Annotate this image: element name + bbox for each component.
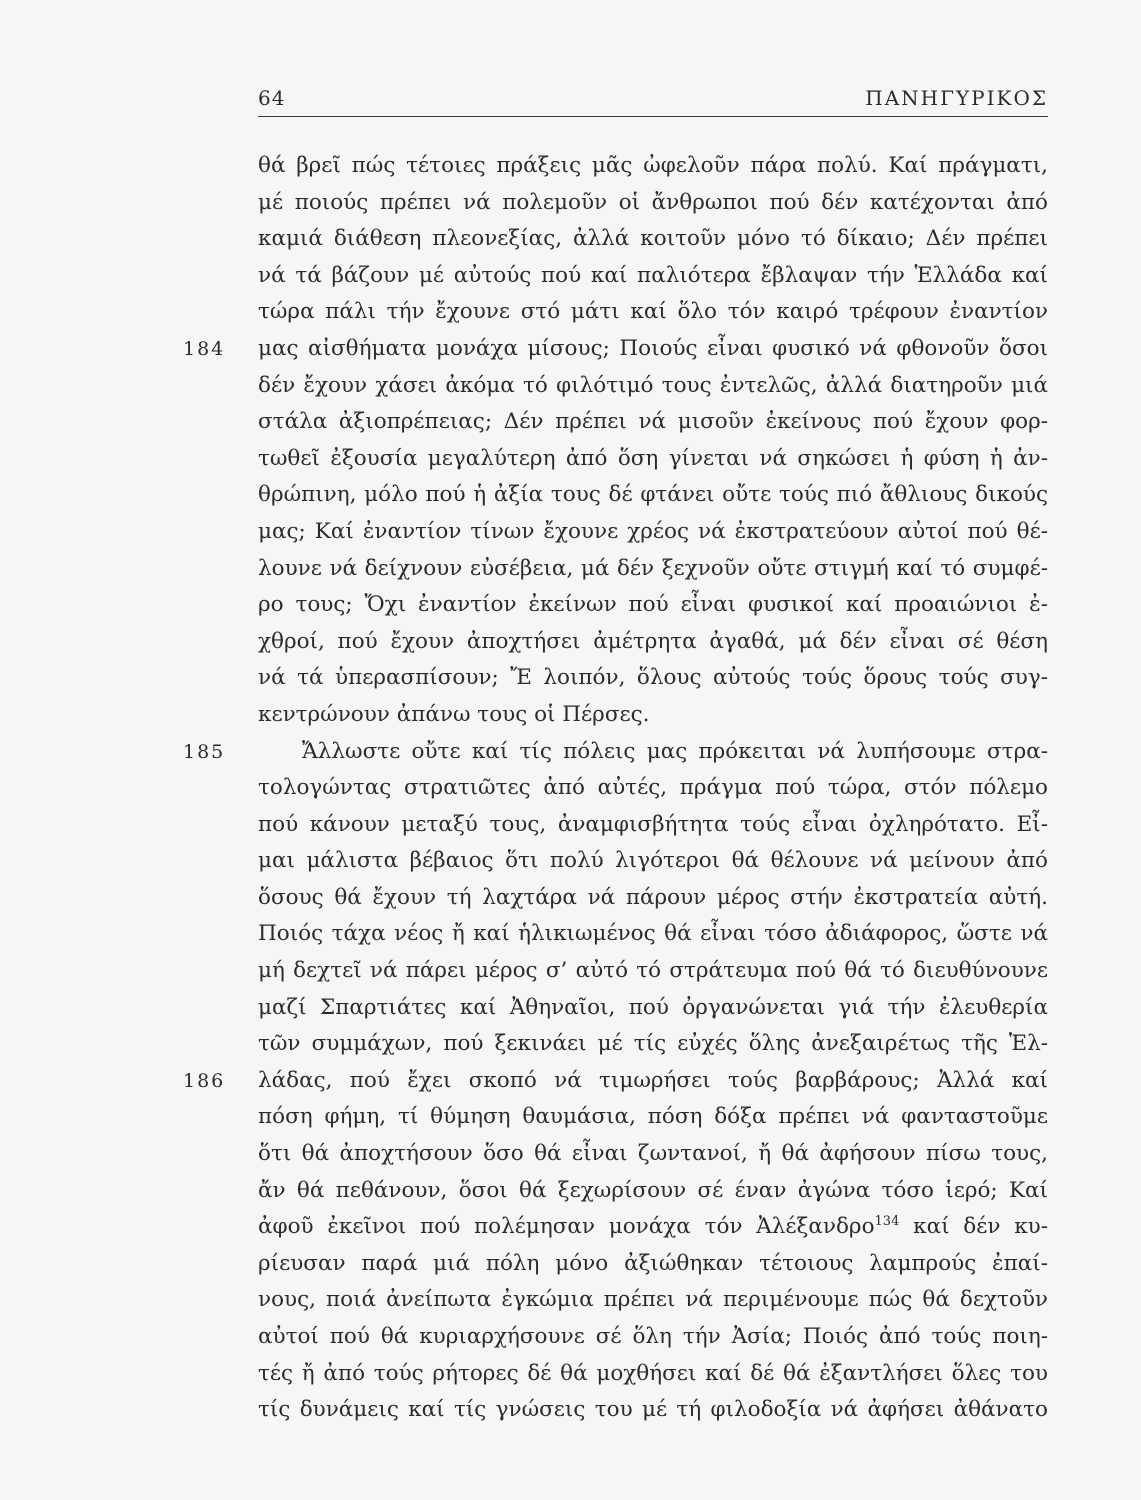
text-line xyxy=(258,441,1048,478)
line-text: στάλα ἀξιοπρέπειας; Δέν πρέπει νά μισοῦν ἐκείνους πού ἔχουν φορ- xyxy=(258,409,1048,435)
header-rule xyxy=(258,116,1048,117)
line-text: θρώπινη, μόλο πού ἡ ἀξία τους δέ φτάνει οὔτε τούς πιό ἄθλιους δικούς xyxy=(258,482,1048,508)
text-line xyxy=(258,880,1048,917)
text-line xyxy=(258,624,1048,661)
text-line xyxy=(258,1319,1048,1356)
text-line xyxy=(258,368,1048,405)
line-text: τωθεῖ ἐξουσία μεγαλύτερη ἀπό ὅση γίνεται νά σηκώσει ἡ φύση ἡ ἀν- xyxy=(258,445,1048,471)
text-line xyxy=(258,807,1048,844)
line-text: τώρα πάλι τήν ἔχουνε στό μάτι καί ὅλο τόν καιρό τρέφουν ἐναντίον xyxy=(258,299,1048,325)
line-text: λάδας, πού ἔχει σκοπό νά τιμωρήσει τούς βαρβάρους; Ἀλλά καί xyxy=(258,1067,1048,1093)
text-line xyxy=(258,843,1048,880)
text-line xyxy=(258,294,1048,331)
text-line xyxy=(183,734,1048,771)
line-text: μαζί Σπαρτιάτες καί Ἀθηναῖοι, πού ὀργανώνεται γιά τήν ἐλευθερία xyxy=(258,994,1048,1020)
text-line xyxy=(258,551,1048,588)
text-line xyxy=(258,404,1048,441)
line-text: νά τά ὑπερασπίσουν; Ἔ λοιπόν, ὅλους αὐτούς τούς ὅρους τούς συγ- xyxy=(258,665,1048,691)
text-line xyxy=(258,697,1048,734)
text-line xyxy=(258,1173,1048,1210)
line-text: χθροί, πού ἔχουν ἀποχτήσει ἀμέτρητα ἀγαθά, μά δέν εἶναι σέ θέση xyxy=(258,628,1048,654)
running-title: ΠΑΝΗΓΥΡΙΚΟΣ xyxy=(865,86,1048,110)
line-text: λουνε νά δείχνουν εὐσέβεια, μά δέν ξεχνοῦν οὔτε στιγμή καί τό συμφέ- xyxy=(258,555,1048,581)
line-text: νους, ποιά ἀνείπωτα ἐγκώμια πρέπει νά περιμένουμε πώς θά δεχτοῦν xyxy=(258,1287,1048,1313)
line-text: μαι μάλιστα βέβαιος ὅτι πολύ λιγότεροι θά θέλουνε νά μείνουν ἀπό xyxy=(258,848,1048,874)
line-text: μέ ποιούς πρέπει νά πολεμοῦν οἱ ἄνθρωποι πού δέν κατέχονται ἀπό xyxy=(258,189,1048,215)
page-header xyxy=(258,86,1048,116)
line-text: μας; Καί ἐναντίον τίνων ἔχουνε χρέος νά ἐκστρατεύουν αὐτοί πού θέ- xyxy=(258,518,1048,544)
margin-section-number: 186 xyxy=(183,1069,226,1092)
text-line xyxy=(258,1392,1048,1429)
text-line xyxy=(258,221,1048,258)
line-text: μας αἰσθήματα μονάχα μίσους; Ποιούς εἶναι φυσικό νά φθονοῦν ὅσοι xyxy=(258,335,1048,361)
text-line xyxy=(183,1063,1048,1100)
line-text: καμιά διάθεση πλεονεξίας, ἀλλά κοιτοῦν μόνο τό δίκαιο; Δέν πρέπει xyxy=(258,226,1048,252)
line-text: τές ἤ ἀπό τούς ρήτορες δέ θά μοχθήσει καί δέ θά ἐξαντλήσει ὅλες του xyxy=(258,1360,1048,1386)
text-line xyxy=(258,477,1048,514)
body-text xyxy=(183,148,1048,1429)
line-text-continued: καί δέν κυ- xyxy=(899,1214,1048,1240)
text-line xyxy=(258,587,1048,624)
text-line xyxy=(258,990,1048,1027)
text-line xyxy=(258,1356,1048,1393)
line-text: ὅσους θά ἔχουν τή λαχτάρα νά πάρουν μέρος στήν ἐκστρατεία αὐτή. xyxy=(258,884,1048,910)
text-line xyxy=(258,185,1048,222)
text-line xyxy=(258,1136,1048,1173)
text-line xyxy=(258,660,1048,697)
line-text: δέν ἔχουν χάσει ἀκόμα τό φιλότιμό τους ἐντελῶς, ἀλλά διατηροῦν μιά xyxy=(258,372,1048,398)
line-text: κεντρώνουν ἀπάνω τους οἱ Πέρσες. xyxy=(258,701,650,727)
text-line xyxy=(258,1209,1048,1246)
line-text: θά βρεῖ πώς τέτοιες πράξεις μᾶς ὠφελοῦν πάρα πολύ. Καί πράγματι, xyxy=(258,153,1048,178)
line-text: ρίευσαν παρά μιά πόλη μόνο ἀξιώθηκαν τέτοιους λαμπρούς ἐπαί- xyxy=(258,1250,1048,1276)
line-text: ἄν θά πεθάνουν, ὅσοι θά ξεχωρίσουν σέ έναν ἀγώνα τόσο ἱερό; Καί xyxy=(258,1177,1048,1203)
text-line xyxy=(258,1282,1048,1319)
text-line xyxy=(258,1246,1048,1283)
text-line xyxy=(258,916,1048,953)
text-line xyxy=(258,1099,1048,1136)
text-line xyxy=(258,953,1048,990)
text-line xyxy=(183,331,1048,368)
line-text: Ποιός τάχα νέος ἤ καί ἡλικιωμένος θά εἶναι τόσο ἀδιάφορος, ὥστε νά xyxy=(258,921,1048,947)
margin-section-number: 185 xyxy=(183,740,226,763)
line-text: πόση φήμη, τί θύμηση θαυμάσια, πόση δόξα πρέπει νά φανταστοῦμε xyxy=(258,1104,1048,1130)
line-text: τίς δυνάμεις καί τίς γνώσεις του μέ τή φιλοδοξία νά ἀφήσει ἀθάνατο xyxy=(258,1397,1048,1423)
line-text: ρο τους; Ὄχι ἐναντίον ἐκείνων πού εἶναι φυσικοί καί προαιώνιοι ἐ- xyxy=(258,592,1048,618)
line-text: τολογώντας στρατιῶτες ἀπό αὐτές, πράγμα πού τώρα, στόν πόλεμο xyxy=(258,775,1048,801)
line-text: αὐτοί πού θά κυριαρχήσουνε σέ ὅλη τήν Ἀσία; Ποιός ἀπό τούς ποιη- xyxy=(258,1324,1048,1349)
line-text: τῶν συμμάχων, πού ξεκινάει μέ τίς εὐχές ὅλης ἀνεξαιρέτως τῆς Ἑλ- xyxy=(258,1031,1048,1057)
line-text: ὅτι θά ἀποχτήσουν ὅσο θά εἶναι ζωντανοί, ἤ θά ἀφήσουν πίσω τους, xyxy=(258,1141,1048,1167)
margin-section-number: 184 xyxy=(183,337,226,360)
footnote-marker: 134 xyxy=(874,1214,900,1230)
page-number: 64 xyxy=(258,86,286,110)
text-line xyxy=(258,770,1048,807)
text-line xyxy=(258,1026,1048,1063)
line-text: πού κάνουν μεταξύ τους, ἀναμφισβήτητα τούς εἶναι ὀχληρότατο. Εἶ- xyxy=(258,811,1048,837)
line-text: Ἄλλωστε οὔτε καί τίς πόλεις μας πρόκειται νά λυπήσουμε στρα- xyxy=(302,738,1048,764)
text-line xyxy=(258,258,1048,295)
line-text: μή δεχτεῖ νά πάρει μέρος σ’ αὐτό τό στράτευμα πού θά τό διευθύνουνε xyxy=(258,958,1048,984)
line-text: νά τά βάζουν μέ αὐτούς πού καί παλιότερα ἔβλαψαν τήν Ἑλλάδα καί xyxy=(258,262,1048,288)
text-line xyxy=(258,148,1048,185)
line-text: ἀφοῦ ἐκεῖνοι πού πολέμησαν μονάχα τόν Ἀλέξανδρο xyxy=(258,1214,875,1240)
text-line xyxy=(258,514,1048,551)
